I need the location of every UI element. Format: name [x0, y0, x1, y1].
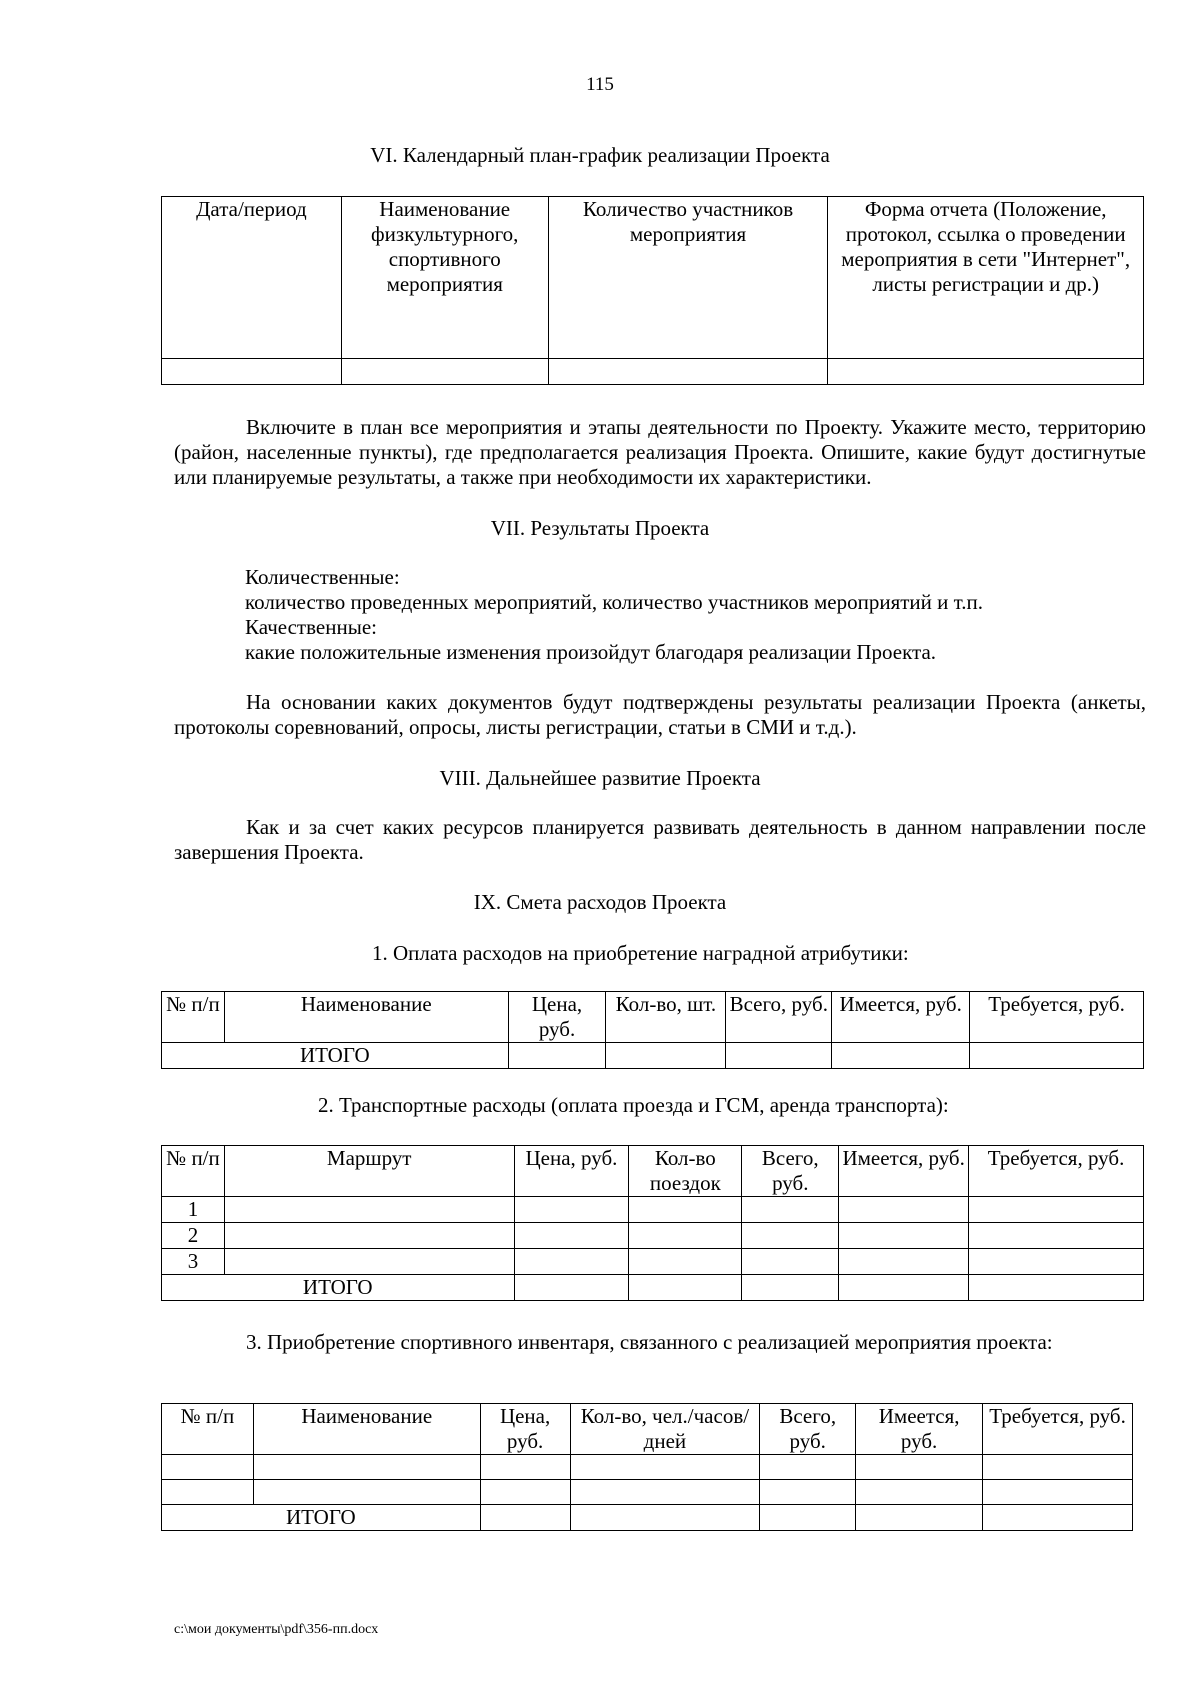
section-8-title: VIII. Дальнейшее развитие Проекта	[439, 766, 761, 790]
equipment-table	[161, 1403, 1133, 1531]
table-3-caption: 3. Приобретение спортивного инвентаря, связанного с реализацией мероприятия проекта:	[246, 1330, 1053, 1354]
header-quantity: Кол-во, шт.	[606, 992, 726, 1043]
table-cell	[514, 1223, 629, 1249]
table-cell	[742, 1223, 839, 1249]
table-cell	[969, 1197, 1144, 1223]
header-price: Цена, руб.	[514, 1146, 629, 1197]
qualitative-label: Качественные:	[245, 615, 377, 639]
header-participants: Количество участников мероприятия	[548, 197, 828, 359]
table-cell	[570, 1505, 760, 1531]
table-1-caption: 1. Оплата расходов на приобретение наградной атрибутики:	[372, 941, 909, 965]
table-cell	[856, 1505, 983, 1531]
table-cell	[760, 1480, 856, 1505]
table-cell	[969, 1275, 1144, 1301]
quantitative-text: количество проведенных мероприятий, количество участников мероприятий и т.п.	[245, 590, 983, 614]
table-cell	[224, 1223, 514, 1249]
section-6-title: VI. Календарный план-график реализации Проекта	[370, 143, 830, 167]
section-7-title: VII. Результаты Проекта	[490, 516, 710, 540]
header-total: Всего, руб.	[726, 992, 832, 1043]
table-cell	[514, 1275, 629, 1301]
header-total: Всего, руб.	[760, 1404, 856, 1455]
header-required: Требуется, руб.	[970, 992, 1144, 1043]
table-cell	[548, 359, 828, 385]
footer-file-path: c:\мои документы\pdf\356-пп.docx	[174, 1622, 379, 1637]
header-name: Наименование	[253, 1404, 480, 1455]
header-number: № п/п	[162, 1146, 225, 1197]
total-row-label: ИТОГО	[162, 1043, 509, 1069]
calendar-plan-table	[161, 196, 1144, 385]
header-available: Имеется, руб.	[832, 992, 970, 1043]
table-cell	[224, 1249, 514, 1275]
table-cell	[224, 1197, 514, 1223]
table-cell	[570, 1455, 760, 1480]
table-cell	[969, 1249, 1144, 1275]
qualitative-text: какие положительные изменения произойдут благодаря реализации Проекта.	[245, 640, 937, 664]
table-cell	[828, 359, 1144, 385]
table-cell	[760, 1505, 856, 1531]
table-cell	[983, 1505, 1133, 1531]
table-cell	[839, 1275, 969, 1301]
total-row-label: ИТОГО	[162, 1505, 481, 1531]
header-route: Маршрут	[224, 1146, 514, 1197]
table-cell	[629, 1249, 742, 1275]
table-cell	[341, 359, 548, 385]
table-cell	[856, 1480, 983, 1505]
section-7-documents: На основании каких документов будут подтверждены результаты реализации Проекта (анкеты, протоколы соревнований, опросы, листы регистрации, статьи в СМИ и т.д.).	[174, 690, 1146, 739]
table-cell	[983, 1455, 1133, 1480]
table-cell	[162, 1455, 254, 1480]
table-cell	[629, 1223, 742, 1249]
total-row-label: ИТОГО	[162, 1275, 515, 1301]
table-cell	[514, 1197, 629, 1223]
table-cell	[726, 1043, 832, 1069]
header-number: № п/п	[162, 992, 225, 1043]
table-cell	[162, 359, 342, 385]
row-number: 3	[162, 1249, 225, 1275]
table-cell	[480, 1505, 570, 1531]
header-price: Цена, руб.	[508, 992, 606, 1043]
header-name: Наименование	[224, 992, 508, 1043]
table-cell	[480, 1455, 570, 1480]
header-quantity: Кол-во, чел./часов/дней	[570, 1404, 760, 1455]
table-cell	[606, 1043, 726, 1069]
table-cell	[480, 1480, 570, 1505]
awards-table	[161, 991, 1144, 1069]
table-cell	[839, 1249, 969, 1275]
table-cell	[570, 1480, 760, 1505]
table-cell	[839, 1197, 969, 1223]
header-event-name: Наименование физкультурного, спортивного мероприятия	[341, 197, 548, 359]
header-price: Цена, руб.	[480, 1404, 570, 1455]
table-cell	[162, 1480, 254, 1505]
table-cell	[742, 1197, 839, 1223]
row-number: 1	[162, 1197, 225, 1223]
table-cell	[514, 1249, 629, 1275]
table-cell	[629, 1197, 742, 1223]
transport-table	[161, 1145, 1144, 1301]
header-available: Имеется, руб.	[839, 1146, 969, 1197]
table-2-caption: 2. Транспортные расходы (оплата проезда и ГСМ, аренда транспорта):	[318, 1093, 949, 1117]
header-date: Дата/период	[162, 197, 342, 359]
header-trips: Кол-во поездок	[629, 1146, 742, 1197]
table-cell	[760, 1455, 856, 1480]
table-cell	[253, 1455, 480, 1480]
header-report-form: Форма отчета (Положение, протокол, ссылка о проведении мероприятия в сети "Интернет", листы регистрации и др.)	[828, 197, 1144, 359]
section-8-text: Как и за счет каких ресурсов планируется развивать деятельность в данном направлении после завершения Проекта.	[174, 815, 1146, 864]
header-total: Всего, руб.	[742, 1146, 839, 1197]
page-number: 115	[586, 74, 614, 95]
table-cell	[983, 1480, 1133, 1505]
table-cell	[742, 1249, 839, 1275]
table-cell	[969, 1223, 1144, 1249]
row-number: 2	[162, 1223, 225, 1249]
header-number: № п/п	[162, 1404, 254, 1455]
table-cell	[253, 1480, 480, 1505]
table-cell	[839, 1223, 969, 1249]
quantitative-label: Количественные:	[245, 565, 400, 589]
table-cell	[856, 1455, 983, 1480]
table-cell	[832, 1043, 970, 1069]
table-cell	[629, 1275, 742, 1301]
header-required: Требуется, руб.	[969, 1146, 1144, 1197]
section-6-instruction: Включите в план все мероприятия и этапы деятельности по Проекту. Укажите место, территорию (район, населенные пункты), где предполагается реализация Проекта. Опишите, какие будут достигнутые или планируемые результаты, а также при необходимости их характеристики.	[174, 415, 1146, 489]
header-available: Имеется, руб.	[856, 1404, 983, 1455]
header-required: Требуется, руб.	[983, 1404, 1133, 1455]
table-cell	[970, 1043, 1144, 1069]
table-cell	[742, 1275, 839, 1301]
table-cell	[508, 1043, 606, 1069]
section-9-title: IX. Смета расходов Проекта	[473, 890, 727, 914]
